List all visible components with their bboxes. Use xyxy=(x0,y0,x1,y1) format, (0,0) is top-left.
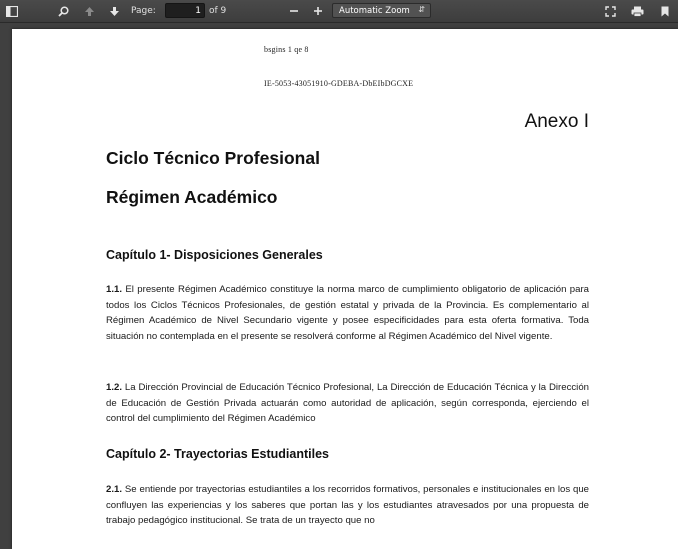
paragraph xyxy=(106,482,589,529)
chevron-updown-icon: ⇵ xyxy=(418,5,425,14)
paragraph-text: Se entiende por trayectorias estudiantiles a los recorridos formativos, personales e institucionales en los que confluyen las experiencias y los saberes que portan las y los estudiantes atravesados por una propuesta de trabajo pedagógico institucional. Se trata de un trayecto que no xyxy=(106,484,589,526)
annex-label: Anexo I xyxy=(524,111,589,132)
minus-icon[interactable] xyxy=(287,0,301,22)
paragraph-number: 2.1. xyxy=(106,484,123,495)
pdf-page xyxy=(12,29,678,549)
paragraph-text: La Dirección Provincial de Educación Técnico Profesional, La Dirección de Educación Técnica y la Dirección de Educación de Gestión Privada actuarán como autoridad de aplicación, según corresponda, ejerciendo el control del cumplimiento del Régimen Académico xyxy=(106,382,589,424)
search-icon[interactable] xyxy=(55,0,71,22)
paragraph xyxy=(106,282,589,344)
fullscreen-icon[interactable] xyxy=(603,0,617,22)
arrow-down-icon[interactable] xyxy=(106,0,122,22)
chapter-heading: Capítulo 1- Disposiciones Generales xyxy=(106,248,323,262)
document-id-line: IE-5053-43051910-GDEBA-DbEIbDGCXE xyxy=(264,79,414,88)
arrow-up-icon[interactable] xyxy=(81,0,97,22)
page-header-line: bsgins 1 qe 8 xyxy=(264,45,309,54)
zoom-select[interactable] xyxy=(332,3,431,18)
zoom-select-value: Automatic Zoom xyxy=(339,5,410,16)
sidebar-toggle-icon[interactable] xyxy=(4,0,20,22)
paragraph-number: 1.1. xyxy=(106,284,123,295)
bookmark-icon[interactable] xyxy=(658,0,672,22)
paragraph-number: 1.2. xyxy=(106,382,123,393)
pdf-viewer-toolbar xyxy=(0,0,678,23)
page-count: of 9 xyxy=(209,6,227,16)
chapter-heading: Capítulo 2- Trayectorias Estudiantiles xyxy=(106,447,329,461)
page-label: Page: xyxy=(131,6,156,16)
paragraph-text: El presente Régimen Académico constituye la norma marco de cumplimiento obligatorio de aplicación para todos los Ciclos Técnicos Profesionales, de gestión estatal y privada de la Provincia. Es complementario al Régimen Académico de Nivel Secundario vigente y posee especificidades para esta oferta formativa. Toda situación no contemplada en el presente se resolverá conforme al Régimen Académico del Nivel vigente. xyxy=(106,284,589,342)
paragraph xyxy=(106,380,589,427)
plus-icon[interactable] xyxy=(311,0,325,22)
page-number-input[interactable] xyxy=(165,3,205,18)
document-title: Ciclo Técnico Profesional xyxy=(106,148,320,168)
document-subtitle: Régimen Académico xyxy=(106,187,278,207)
print-icon[interactable] xyxy=(629,0,645,22)
